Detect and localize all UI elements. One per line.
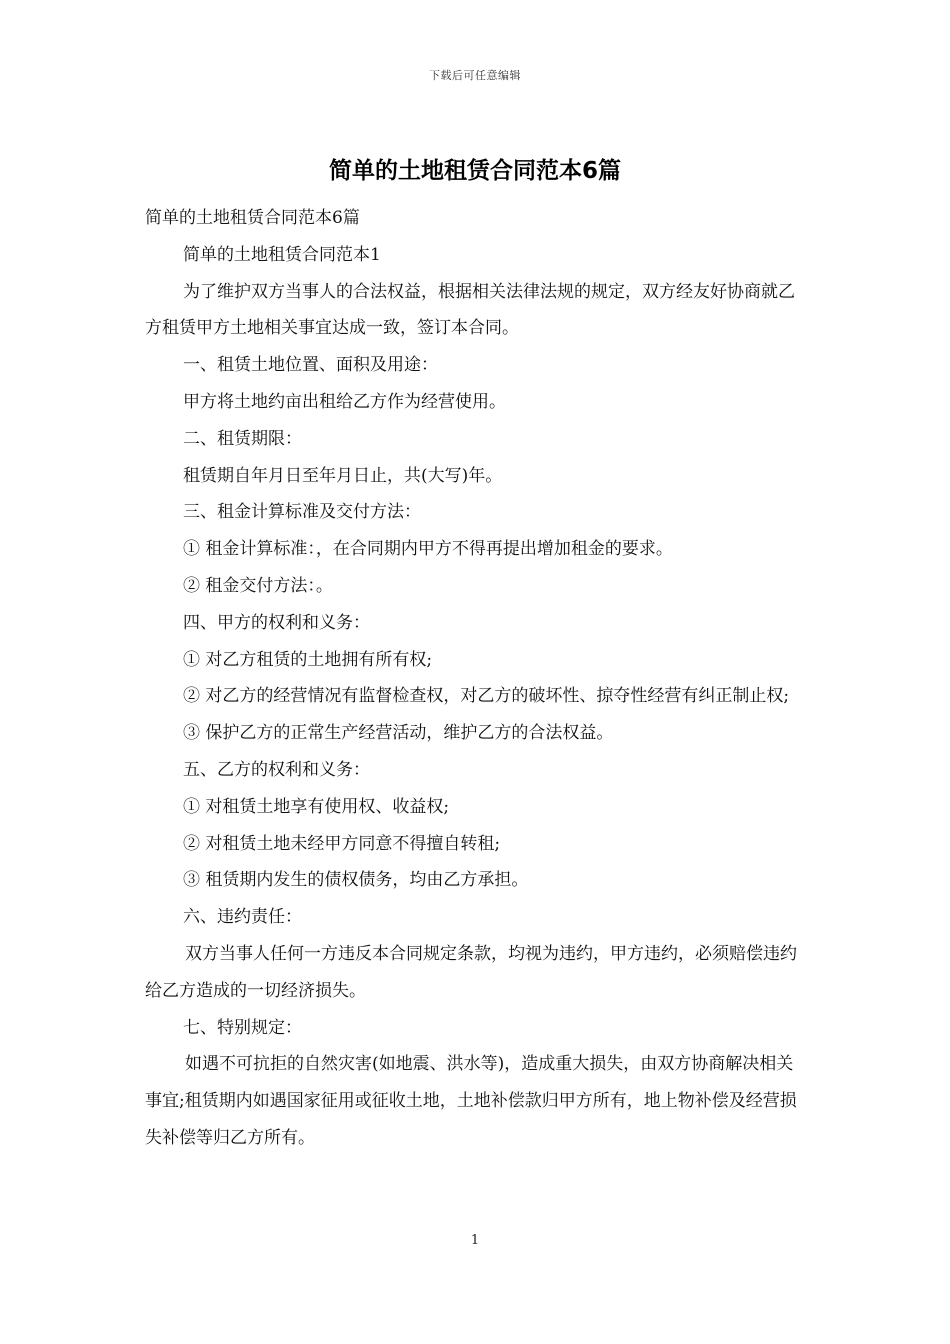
clause-heading-1: 一、租赁土地位置、面积及用途： — [183, 355, 438, 376]
clause-item: ① 对乙方租赁的土地拥有所有权; — [183, 649, 433, 670]
clause-heading-4: 四、甲方的权利和义务： — [183, 612, 370, 633]
document-title: 简单的土地租赁合同范本6篇 — [328, 158, 621, 184]
clause-heading-7: 七、特别规定： — [183, 1017, 302, 1038]
clause-item: ② 对乙方的经营情况有监督检查权，对乙方的破坏性、掠夺性经营有纠正制止权; — [183, 686, 790, 707]
clause-item: ③ 保护乙方的正常生产经营活动，维护乙方的合法权益。 — [183, 723, 614, 744]
clause-heading-5: 五、乙方的权利和义务： — [183, 759, 370, 780]
paragraph-preamble: 为了维护双方当事人的合法权益，根据相关法律法规的规定，双方经友好协商就乙方租赁甲方土地相关事宜达成一致，签订本合同。 — [145, 281, 795, 339]
clause-item: ② 租金交付方法：。 — [183, 575, 333, 596]
clause-item: ① 对租赁土地享有使用权、收益权; — [183, 796, 450, 817]
clause-item: ① 租金计算标准：，在合同期内甲方不得再提出增加租金的要求。 — [183, 539, 673, 560]
clause-text: 双方当事人任何一方违反本合同规定条款，均视为违约，甲方违约，必须赔偿违约给乙方造成的一切经济损失。 — [145, 943, 797, 1001]
clause-text: 甲方将土地约亩出租给乙方作为经营使用。 — [183, 391, 506, 412]
clause-text: 租赁期自年月日至年月日止，共(大写)年。 — [183, 465, 503, 486]
paragraph-subtitle: 简单的土地租赁合同范本6篇 — [145, 208, 360, 228]
document-body — [145, 200, 807, 1157]
clause-item: ② 对租赁土地未经甲方同意不得擅自转租; — [183, 833, 501, 854]
clause-heading-3: 三、租金计算标准及交付方法： — [183, 502, 421, 523]
clause-heading-6: 六、违约责任： — [183, 907, 302, 928]
clause-item: ③ 租赁期内发生的债权债务，均由乙方承担。 — [183, 870, 529, 891]
clause-text: 如遇不可抗拒的自然灾害(如地震、洪水等)，造成重大损失，由双方协商解决相关事宜;租赁期内如遇国家征用或征收土地，土地补偿款归甲方所有，地上物补偿及经营损失补偿等归乙方所有。 — [145, 1054, 797, 1148]
paragraph-section-heading: 简单的土地租赁合同范本1 — [183, 244, 381, 265]
clause-heading-2: 二、租赁期限： — [183, 428, 302, 449]
page-header: 下载后可任意编辑 — [429, 69, 521, 82]
page-number: 1 — [470, 1233, 480, 1248]
